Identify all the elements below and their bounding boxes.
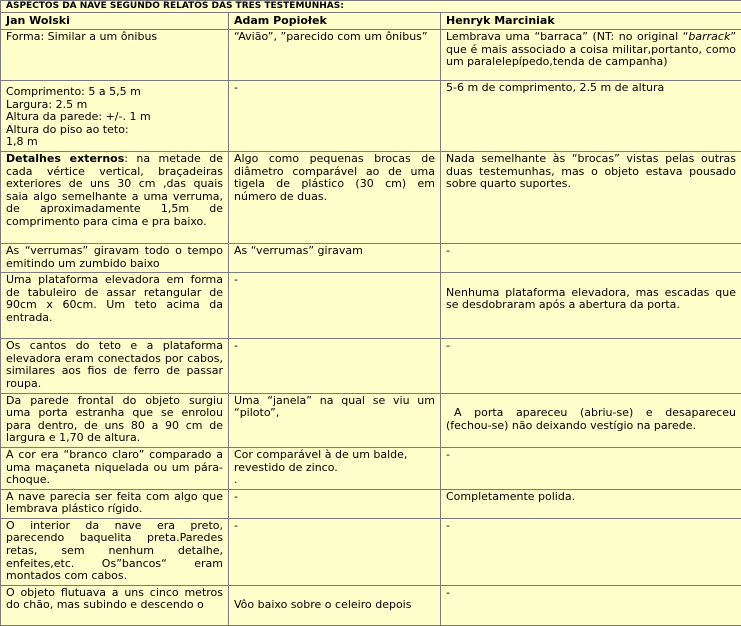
cell-popiolek: -	[229, 273, 441, 339]
cell-marciniak	[441, 273, 741, 339]
cell-text: A porta apareceu (abriu-se) e desapareceu (fechou-se) não deixando vestígio na parede.	[446, 406, 736, 432]
cell-text: Nenhuma plataforma elevadora, mas escadas que se desdobraram após a abertura da porta.	[446, 286, 736, 312]
cell-popiolek: “Avião”, ”parecido com um ônibus”	[229, 30, 441, 81]
header-adam-popiolek: Adam Popiołek	[229, 13, 441, 30]
cell-wolski: Os cantos do teto e a plataforma elevadora eram conectados por cabos, similares aos fios de ferro de passar roupa.	[1, 339, 229, 393]
cell-popiolek	[229, 585, 441, 625]
table-row	[1, 339, 741, 393]
cell-popiolek	[229, 447, 441, 489]
table-row	[1, 243, 741, 272]
cell-wolski	[1, 151, 229, 243]
cell-marciniak: Completamente polida.	[441, 489, 741, 518]
cell-popiolek: -	[229, 339, 441, 393]
cell-line: Largura: 2.5 m	[6, 99, 223, 112]
cell-wolski	[1, 81, 229, 152]
cell-popiolek: As “verrumas” giravam	[229, 243, 441, 272]
table-row	[1, 151, 741, 243]
cell-wolski: As “verrumas” giravam todo o tempo emitindo um zumbido baixo	[1, 243, 229, 272]
cell-marciniak: -	[441, 518, 741, 585]
cell-wolski: A nave parecia ser feita com algo que lembrava plástico rígido.	[1, 489, 229, 518]
cell-wolski: A cor era “branco claro” comparado a uma maçaneta niquelada ou um pára-choque.	[1, 447, 229, 489]
cell-popiolek: -	[229, 489, 441, 518]
cell-line: .	[234, 474, 435, 487]
table-row	[1, 393, 741, 447]
cell-wolski: O objeto flutuava a uns cinco metros do chão, mas subindo e descendo o	[1, 585, 229, 625]
table-row	[1, 585, 741, 625]
cell-popiolek: -	[229, 81, 441, 152]
cell-marciniak: -	[441, 447, 741, 489]
header-jan-wolski: Jan Wolski	[1, 13, 229, 30]
table-row	[1, 81, 741, 152]
table-row	[1, 447, 741, 489]
cell-marciniak: -	[441, 243, 741, 272]
cell-line: Altura do piso ao teto:	[6, 124, 223, 137]
table-header-row	[1, 13, 741, 30]
cell-line: Cor comparável à de um balde, revestido de zinco.	[234, 449, 435, 474]
cell-marciniak: Nada semelhante às “brocas” vistas pelas outras duas testemunhas, mas o objeto estava pousado sobre quarto suportes.	[441, 151, 741, 243]
cell-marciniak	[441, 30, 741, 81]
cell-wolski: Forma: Similar a um ônibus	[1, 30, 229, 81]
cell-line: Altura da parede: +/-. 1 m	[6, 111, 223, 124]
table-row	[1, 273, 741, 339]
cell-marciniak	[441, 393, 741, 447]
cell-text: Lembrava uma “barraca” (NT: no original “	[446, 30, 688, 43]
cell-wolski: Uma plataforma elevadora em forma de tabuleiro de assar retangular de 90cm x 60cm. Um teto acima da entrada.	[1, 273, 229, 339]
cell-popiolek: Algo como pequenas brocas de diâmetro comparável ao de uma tigela de plástico (30 cm) em número de duas.	[229, 151, 441, 243]
cell-popiolek: -	[229, 518, 441, 585]
cell-text: : na metade de cada vértice vertical, braçadeiras exteriores de uns 30 cm ,das quais saia algo semelhante a uma verruma, de aproximadamente 1,5m de comprimento para cima e pra baixo.	[6, 152, 223, 228]
table-row	[1, 30, 741, 81]
cell-line: 1,8 m	[6, 136, 223, 149]
table-title-row	[1, 1, 741, 13]
cell-marciniak: 5-6 m de comprimento, 2.5 m de altura	[441, 81, 741, 152]
table-title: ASPECTOS DA NAVE SEGUNDO RELATOS DAS TRÊS TESTEMUNHAS:	[1, 1, 741, 13]
cell-text-italic: barrack	[688, 30, 730, 43]
cell-line: Comprimento: 5 a 5,5 m	[6, 86, 223, 99]
cell-text: Vôo baixo sobre o celeiro depois	[234, 598, 411, 611]
cell-wolski: O interior da nave era preto, parecendo baquelita preta.Paredes retas, sem nenhum detalhe, enfeites,etc. Os”bancos“ eram montados com cabos.	[1, 518, 229, 585]
cell-text: ” que é mais associado a coisa militar,portanto, como um paralelepípedo,tenda de campanha)	[446, 30, 736, 68]
header-henryk-marciniak: Henryk Marciniak	[441, 13, 741, 30]
cell-marciniak: -	[441, 585, 741, 625]
cell-wolski: Da parede frontal do objeto surgiu uma porta estranha que se enrolou para dentro, de uns 80 a 90 cm de largura e 1,70 de altura.	[1, 393, 229, 447]
table-row	[1, 489, 741, 518]
cell-text-bold: Detalhes externos	[6, 152, 124, 165]
table-row	[1, 518, 741, 585]
cell-popiolek: Uma “janela” na qual se viu um “piloto”,	[229, 393, 441, 447]
cell-marciniak: -	[441, 339, 741, 393]
